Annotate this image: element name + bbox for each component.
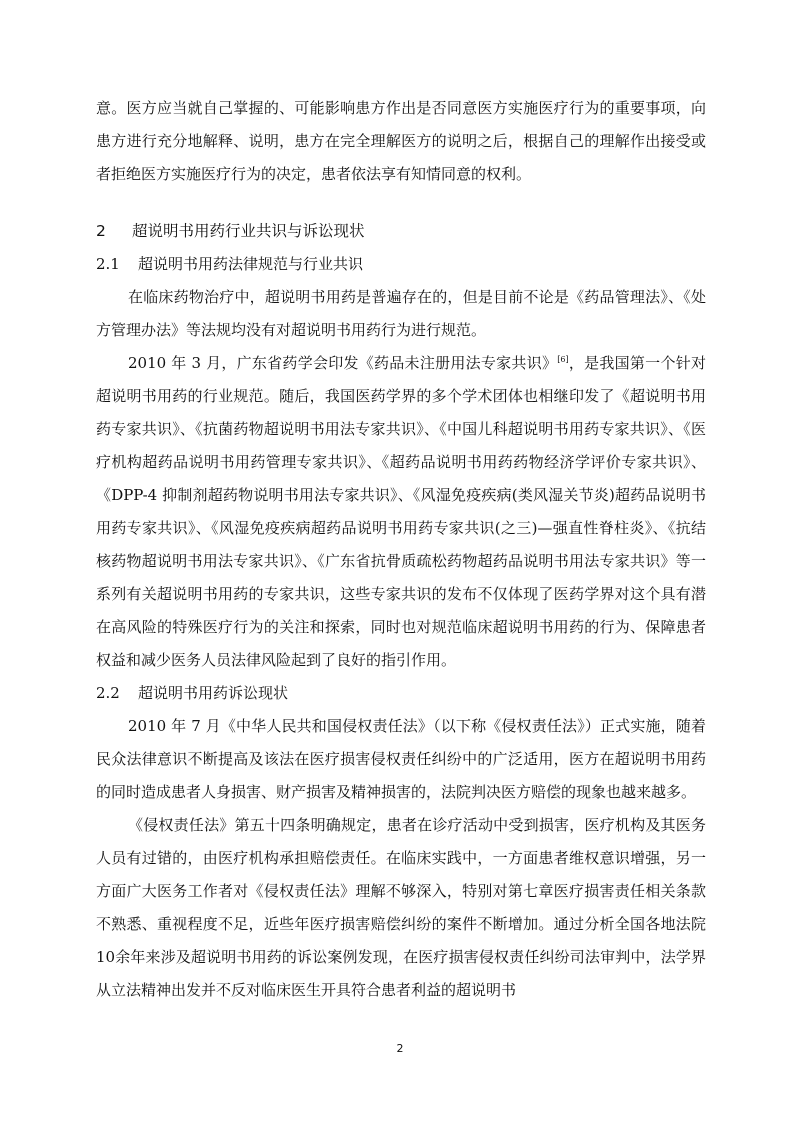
section-2-title: 超说明书用药行业共识与诉讼现状 [132,222,365,240]
consensus-text-start: 2010 年 3 月，广东省药学会印发《药品未注册用法专家共识》 [128,354,558,372]
paragraph-legal-regulation: 在临床药物治疗中，超说明书用药是普遍存在的，但是目前不论是《药品管理法》、《处方管理办法》等法规均没有对超说明书用药行为进行规范。 [96,288,706,339]
section-2-heading [96,215,706,248]
section-2-number: 2 [96,222,106,240]
consensus-text-rest: ，是我国第一个针对超说明书用药的行业规范。随后，我国医药学界的多个学术团体也相继印发了《超说明书用药专家共识》、《抗菌药物超说明书用法专家共识》、《中国儿科超说明书用药专家共识》、《医疗机构超药品说明书用药管理专家共识》、《超药品说明书用药药物经济学评价专家共识》、《DPP-4 抑制剂超药物说明书用法专家共识》、《风湿免疫疾病(类风湿关节炎)超药品说明书用药专家共识》、《风湿免疫疾病超药品说明书用药专家共识(之三)—强直性脊柱炎》、《抗结核药物超说明书用法专家共识》、《广东省抗骨质疏松药物超药品说明书用法专家共识》等一系列有关超说明书用药的专家共识，这些专家共识的发布不仅体现了医药学界对这个具有潜在高风险的特殊医疗行为的关注和探索，同时也对规范临床超说明书用药的行为、保障患者权益和减少医务人员法律风险起到了良好的指引作用。 [96,354,706,669]
section-2-1-number: 2.1 [96,255,120,273]
section-2-2-title: 超说明书用药诉讼现状 [138,684,289,702]
document-page [96,92,706,1007]
paragraph-tort-law: 2010 年 7 月《中华人民共和国侵权责任法》（以下称《侵权责任法》）正式实施，随着民众法律意识不断提高及该法在医疗损害侵权责任纠纷中的广泛适用，医方在超说明书用药的同时造成患者人身损害、财产损害及精神损害的，法院判决医方赔偿的现象也越来越多。 [96,717,706,801]
page-number: 2 [396,1042,404,1055]
section-2-1-heading [96,248,706,281]
section-2-1-title: 超说明书用药法律规范与行业共识 [138,255,364,273]
section-2-2-heading [96,677,706,710]
paragraph-article-54: 《侵权责任法》第五十四条明确规定，患者在诊疗活动中受到损害，医疗机构及其医务人员有过错的，由医疗机构承担赔偿责任。在临床实践中，一方面患者维权意识增强，另一方面广大医务工作者对《侵权责任法》理解不够深入，特别对第七章医疗损害责任相关条款不熟悉、重视程度不足，近些年医疗损害赔偿纠纷的案件不断增加。通过分析全国各地法院10余年来涉及超说明书用药的诉讼案例发现，在医疗损害侵权责任纠纷司法审判中，法学界从立法精神出发并不反对临床医生开具符合患者利益的超说明书 [96,816,706,999]
section-2-2-number: 2.2 [96,684,120,702]
paragraph-industry-consensus [96,347,706,677]
citation-reference: [6] [557,355,569,364]
paragraph-intro-continued: 意。医方应当就自己掌握的、可能影响患方作出是否同意医方实施医疗行为的重要事项，向患方进行充分地解释、说明，患方在完全理解医方的说明之后，根据自己的理解作出接受或者拒绝医方实施医疗行为的决定，患者依法享有知情同意的权利。 [96,99,706,183]
